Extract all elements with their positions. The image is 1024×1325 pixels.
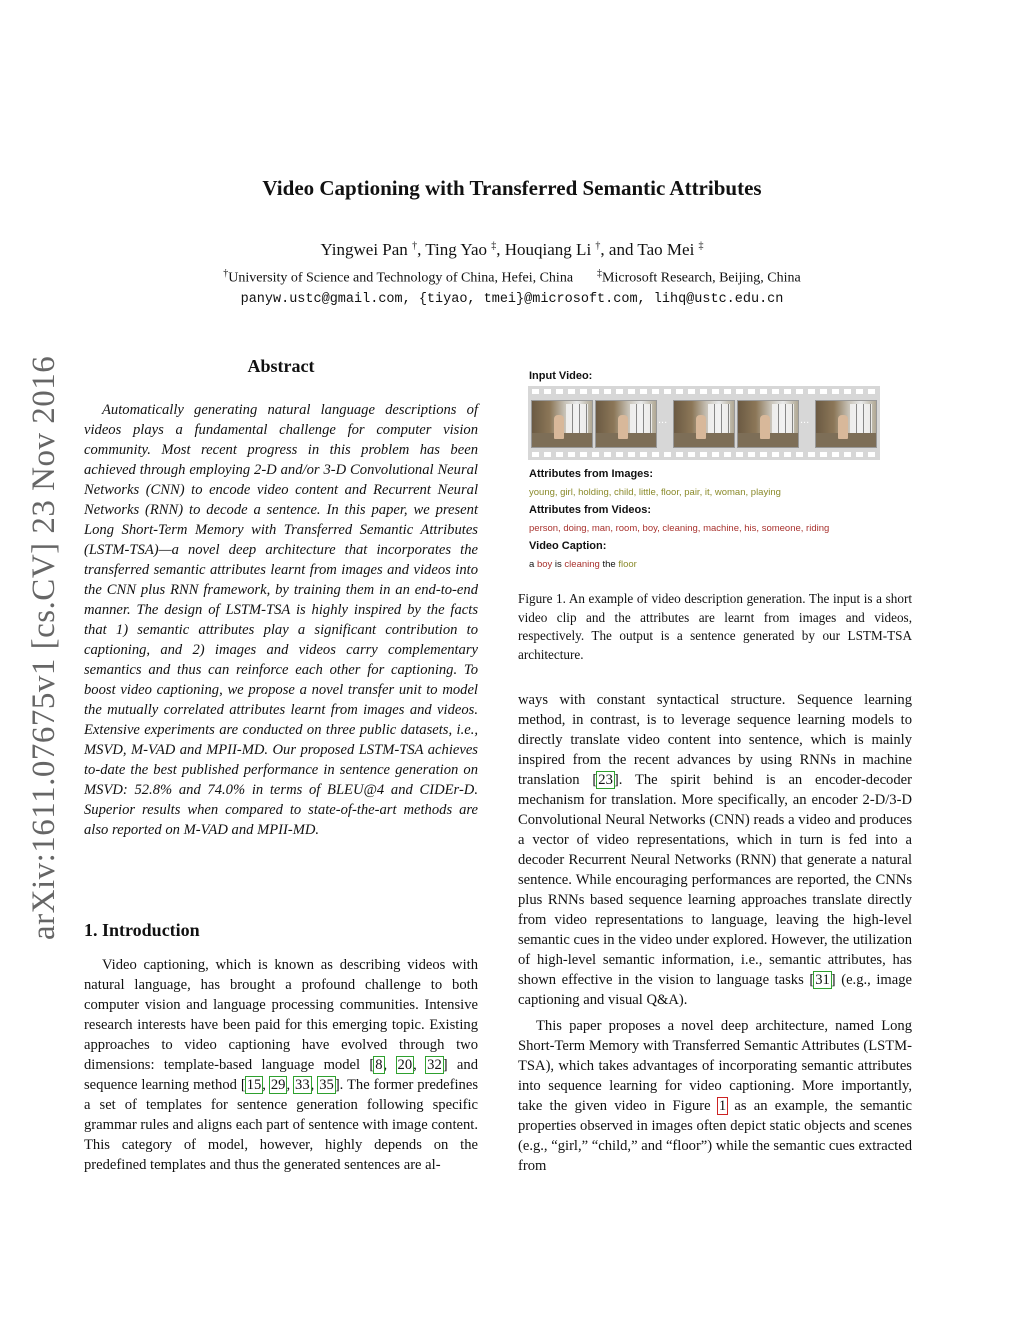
video-attributes-label: Attributes from Videos: <box>529 504 652 516</box>
video-caption-label: Video Caption: <box>529 540 607 552</box>
paper-title: Video Captioning with Transferred Semantic Attributes <box>262 176 762 200</box>
affiliation-msr: Microsoft Research, Beijing, China <box>602 270 801 286</box>
citation-link[interactable]: 23 <box>598 772 613 788</box>
citation-link[interactable]: 29 <box>270 1077 286 1093</box>
citation-link[interactable]: 8 <box>375 1057 383 1073</box>
abstract-heading: Abstract <box>247 356 315 376</box>
caption-word: boy <box>536 559 553 570</box>
author-name: Houqiang Li <box>504 240 592 259</box>
body-text-run: as an example, the semantic properties observed in images often depict static objects and scenes (e.g., “girl,” “child,” and “floor”) while the semantic cues extracted from <box>518 1098 912 1174</box>
citation-link[interactable]: 31 <box>815 972 830 988</box>
author-name: and Tao Mei <box>608 240 695 259</box>
ellipsis-icon: ... <box>800 414 810 426</box>
author-emails: panyw.ustc@gmail.com, {tiyao, tmei}@microsoft.com, lihq@ustc.edu.cn <box>240 292 784 307</box>
section-heading-introduction: 1. Introduction <box>84 920 200 940</box>
citation-link[interactable]: 35 <box>319 1077 334 1093</box>
figure-1 <box>518 366 918 581</box>
body-text-run: This paper proposes a novel deep architecture, named Long Short-Term Memory with Transferred Semantic Attributes (LSTM-TSA), which takes advantages of incorporating semantic attributes into sequence learning for video captioning. More importantly, take the given video in Figure <box>518 1018 912 1114</box>
affiliation-ustc: University of Science and Technology of China, Hefei, China <box>228 270 574 286</box>
affiliation-mark: † <box>223 268 229 279</box>
paragraph <box>518 1016 912 1176</box>
introduction-paragraph: Video captioning, which is known as describing videos with natural language, has brought a profound challenge to both computer vision and language processing communities. Intensive research interests have been paid for this emerging topic. Existing approaches to video captioning have evolved through two dimensions: template-based language model [8, 20, 32] and sequence learning method [15, 29, 33, 35]. The former predefines a set of templates for sentence generation following specific grammar rules and aligns each part of sentence with image content. This category of model, however, highly depends on the predefined templates and thus the generated sentences are al- <box>84 957 479 1173</box>
arxiv-stamp: arXiv:1611.07675v1 [cs.CV] 23 Nov 2016 <box>26 355 62 940</box>
video-frame <box>595 400 657 448</box>
abstract-text: Automatically generating natural language descriptions of videos plays a fundamental challenge for computer vision community. Most recent progress in this problem has been achieved through employing 2-D and/or 3-D Convolutional Neural Networks (CNN) to encode video content and Recurrent Neural Networks (RNN) to decode a sentence. In this paper, we present Long Short-Term Memory with Transferred Semantic Attributes (LSTM-TSA)—a novel deep architecture that incorporates the transferred semantic attributes learnt from images and videos into the CNN plus RNN framework, by training them in an end-to-end manner. The design of LSTM-TSA is highly inspired by the facts that 1) semantic attributes play a significant contribution to captioning, and 2) images and videos carry complementary semantics and thus can reinforce each other for captioning. To boost video captioning, we propose a novel transfer unit to model the mutually correlated attributes learnt from images and videos. Extensive experiments are conducted on three public datasets, i.e., MSVD, M-VAD and MPII-MD. Our proposed LSTM-TSA achieves to-date the best published performance in sentence generation on MSVD: 52.8% and 74.0% in terms of BLEU@4 and CIDEr-D. Superior results when compared to state-of-the-art methods are also reported on M-VAD and MPII-MD. <box>84 402 478 838</box>
intro-text-run: ]. The former predefines a set of templates for sentence generation following specific grammar rules and aligns each part of sentence with image content. This category of model, however, highly depends on the predefined templates and thus the generated sentences are al- <box>84 1077 479 1173</box>
affiliation-mark: † <box>412 240 418 252</box>
generated-caption <box>529 559 637 570</box>
caption-word: floor <box>618 559 637 570</box>
video-frame <box>815 400 877 448</box>
film-perforation <box>532 452 876 457</box>
citation-link[interactable]: 32 <box>427 1057 442 1073</box>
video-filmstrip <box>528 386 880 460</box>
video-attributes-list: person, doing, man, room, boy, cleaning, machine, his, someone, riding <box>529 523 830 534</box>
figure-caption: Figure 1. An example of video description generation. The input is a short video clip and the attributes are learnt from images and videos, respectively. The output is a sentence generated by our LSTM-TSA architecture. <box>518 591 912 662</box>
author-list: Yingwei Pan †, Ting Yao ‡, Houqiang Li †, and Tao Mei ‡ <box>320 240 704 259</box>
ellipsis-icon: ... <box>658 414 668 426</box>
film-perforation <box>532 389 876 394</box>
intro-text-run: ] and sequence learning method [ <box>84 1057 479 1093</box>
video-frame <box>531 400 593 448</box>
right-column-text <box>518 690 912 1176</box>
paragraph <box>518 690 912 1010</box>
figure-reference-link[interactable]: 1 <box>718 1098 727 1114</box>
body-text-run: ] (e.g., image captioning and visual Q&A). <box>518 972 912 1008</box>
image-attributes-list: young, girl, holding, child, little, floor, pair, it, woman, playing <box>529 487 781 498</box>
body-text-run: ]. The spirit behind is an encoder-decoder mechanism for translation. More specifically, an encoder 2-D/3-D Convolutional Neural Networks (CNN) reads a video and produces a vector of video representations, which in turn is fed into a decoder Recurrent Neural Networks (RNN) that generate a natural sentence. While encouraging performances are reported, the CNNs plus RNNs based sequence learning approaches translate directly from video representations to language, leaving the high-level semantic cues in the video under explored. However, the utilization of high-level semantic information, i.e., semantic attributes, has shown effective in the vision to language tasks [ <box>518 772 912 988</box>
caption-word: the <box>602 559 616 570</box>
video-frame <box>737 400 799 448</box>
body-text-run: ways with constant syntactical structure. Sequence learning method, in contrast, is to leverage sequence learning models to directly translate video content into sentence, which is mainly inspired from the recent advances by using RNNs in machine translation [ <box>518 692 912 788</box>
affiliations <box>0 268 1024 287</box>
citation-link[interactable]: 20 <box>397 1057 413 1073</box>
caption-word: is <box>554 559 562 570</box>
video-frame <box>673 400 735 448</box>
author-name: Ting Yao <box>425 240 488 259</box>
affiliation-mark: ‡ <box>597 268 603 279</box>
intro-text-run: Video captioning, which is known as describing videos with natural language, has brought a profound challenge to both computer vision and language processing communities. Intensive research interests have been paid for this emerging topic. Existing approaches to video captioning have evolved through two dimensions: template-based language model [ <box>84 957 478 1073</box>
caption-word: a <box>529 559 535 570</box>
affiliation-mark: ‡ <box>491 240 497 252</box>
affiliation-mark: ‡ <box>698 240 704 252</box>
image-attributes-label: Attributes from Images: <box>529 468 654 480</box>
citation-link[interactable]: 33 <box>295 1077 310 1093</box>
input-video-label: Input Video: <box>529 370 593 382</box>
affiliation-mark: † <box>595 240 601 252</box>
citation-link[interactable]: 15 <box>246 1077 262 1093</box>
author-name: Yingwei Pan <box>320 240 408 259</box>
caption-word: cleaning <box>564 559 600 570</box>
